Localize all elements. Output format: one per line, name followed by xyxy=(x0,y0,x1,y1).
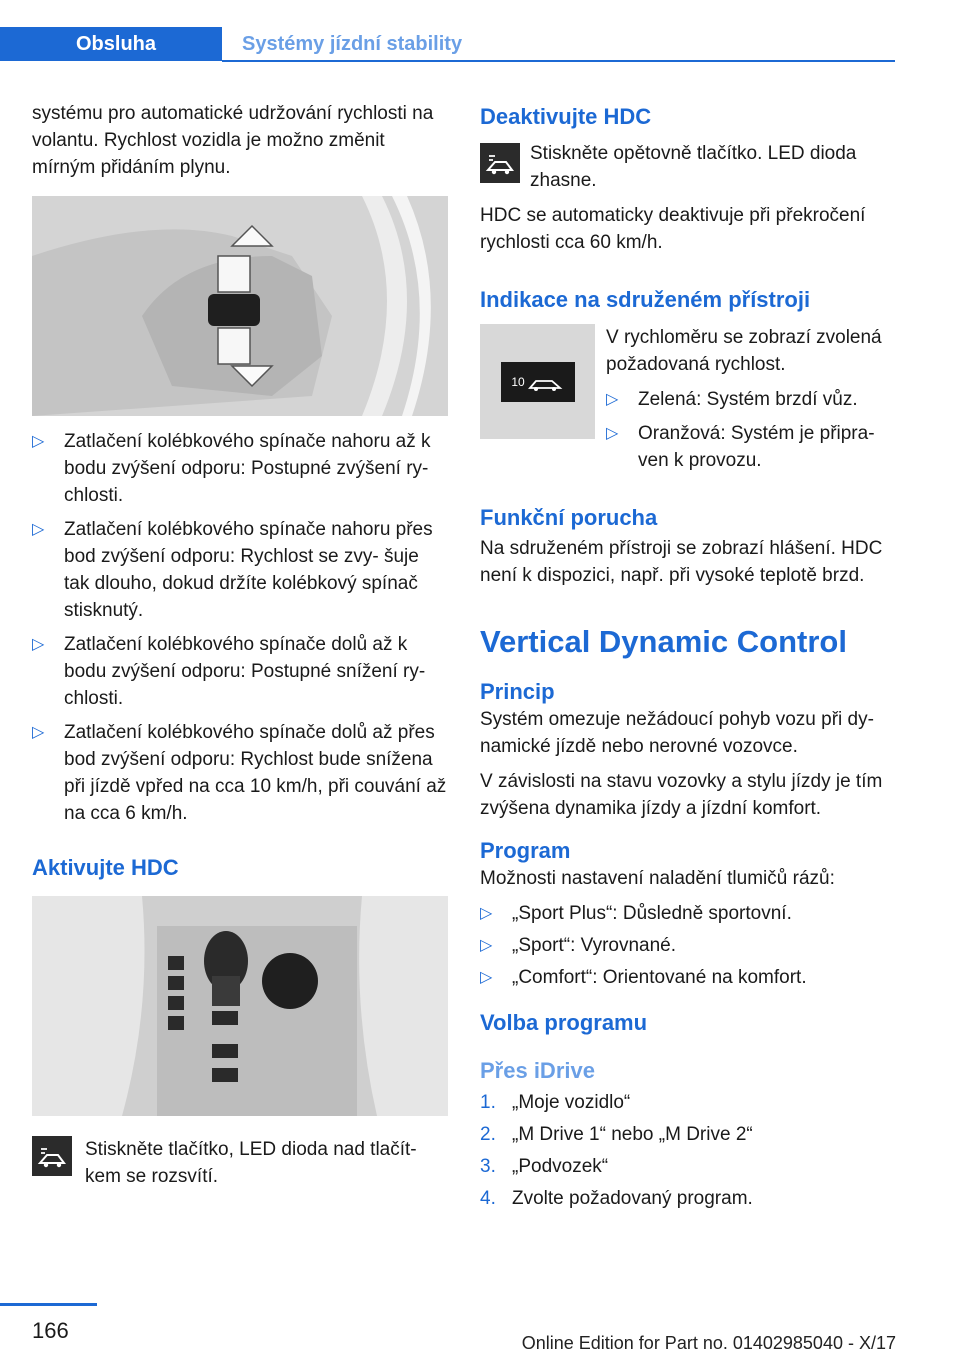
triangle-bullet-icon: ▷ xyxy=(32,636,45,653)
tab-obsluha[interactable]: Obsluha xyxy=(0,27,222,61)
list-item: ▷ Zatlačení kolébkového spínače nahoru přes bod zvýšení odporu: Rychlost se zvy‐ šuje tak dlouho, dokud držíte kolébkový spínač stisknutý. xyxy=(32,516,448,624)
list-item: ▷ Zatlačení kolébkového spínače dolů až k bodu zvýšení odporu: Postupné snížení ry‐ chlosti. xyxy=(32,631,448,712)
footer-accent-line xyxy=(0,1303,97,1306)
deactivate-auto-text: HDC se automaticky deaktivuje při překročení rychlosti cca 60 km/h. xyxy=(480,205,866,253)
list-item: ▷ Zelená: Systém brzdí vůz. xyxy=(606,386,896,413)
list-item: 1. „Moje vozidlo“ xyxy=(480,1092,631,1113)
page-header xyxy=(0,27,895,61)
cluster-display-image xyxy=(480,324,595,439)
rocker-bullet-list xyxy=(32,428,448,827)
principle-text-1: Systém omezuje nežádoucí pohyb vozu při dy‐ namické jízdě nebo nerovné vozovce. xyxy=(480,709,874,757)
center-console-illustration xyxy=(32,896,448,1116)
fault-heading: Funkční porucha xyxy=(480,505,658,530)
hdc-button-icon xyxy=(32,1136,72,1176)
triangle-bullet-icon: ▷ xyxy=(480,969,493,986)
idrive-steps-list xyxy=(480,1089,896,1217)
cluster-bullet-list xyxy=(606,386,896,474)
list-item: ▷ Zatlačení kolébkového spínače nahoru až k bodu zvýšení odporu: Postupné zvýšení ry‐ chlosti. xyxy=(32,428,448,509)
list-item: ▷ „Sport Plus“: Důsledně sportovní. xyxy=(480,900,896,927)
cluster-text-block xyxy=(606,324,896,474)
program-bullet-list xyxy=(480,900,896,991)
page-number: 166 xyxy=(32,1318,69,1343)
activate-hdc-row xyxy=(32,1136,448,1190)
list-item: ▷ Oranžová: Systém je připra‐ ven k provozu. xyxy=(606,420,896,474)
right-column xyxy=(480,103,896,1217)
hdc-button-icon xyxy=(480,143,520,183)
steering-rocker-switch-image xyxy=(32,196,448,416)
deactivate-hdc-heading: Deaktivujte HDC xyxy=(480,104,652,129)
list-item: 2. „M Drive 1“ nebo „M Drive 2“ xyxy=(480,1124,753,1145)
cluster-indication-heading: Indikace na sdruženém přístroji xyxy=(480,287,811,312)
principle-text-2: V závislosti na stavu vozovky a stylu jízdy je tím zvýšena dynamika jízdy a jízdní komfort. xyxy=(480,771,883,819)
cluster-text: V rychloměru se zobrazí zvolená požadovaná rychlost. xyxy=(606,327,882,375)
triangle-bullet-icon: ▷ xyxy=(606,391,619,408)
hdc-indicator-panel xyxy=(501,362,575,402)
cluster-row xyxy=(480,324,896,474)
select-program-heading: Volba programu xyxy=(480,1010,648,1035)
activate-hdc-heading: Aktivujte HDC xyxy=(32,855,179,880)
hdc-car-icon xyxy=(528,372,564,392)
fault-text: Na sdruženém přístroji se zobrazí hlášení. HDC není k dispozici, např. při vysoké teplotě brzd. xyxy=(480,538,883,586)
vdc-heading: Vertical Dynamic Control xyxy=(480,624,847,659)
idrive-heading: Přes iDrive xyxy=(480,1058,595,1083)
edition-footer: Online Edition for Part no. 01402985040 - X/17 xyxy=(521,1333,896,1353)
program-text: Možnosti nastavení naladění tlumičů rázů: xyxy=(480,868,835,889)
list-item: 3. „Podvozek“ xyxy=(480,1156,609,1177)
deactivate-hdc-row xyxy=(480,143,896,194)
center-console-image xyxy=(32,896,448,1116)
intro-paragraph: systému pro automatické udržování rychlosti na volantu. Rychlost vozidla je možno změnit mírným přidáním plynu. xyxy=(32,103,434,178)
program-heading: Program xyxy=(480,838,571,863)
list-item: 4. Zvolte požadovaný program. xyxy=(480,1188,753,1209)
left-column xyxy=(32,100,448,1190)
triangle-bullet-icon: ▷ xyxy=(32,433,45,450)
triangle-bullet-icon: ▷ xyxy=(480,937,493,954)
principle-heading: Princip xyxy=(480,679,555,704)
header-underline xyxy=(222,60,895,62)
list-item: ▷ „Sport“: Vyrovnané. xyxy=(480,932,896,959)
list-item: ▷ Zatlačení kolébkového spínače dolů až přes bod zvýšení odporu: Rychlost bude snížena při jízdě vpřed na cca 10 km/h, při couvání až na cca 6 km/h. xyxy=(32,719,448,827)
rocker-switch-illustration xyxy=(32,196,448,416)
list-item: ▷ „Comfort“: Orientované na komfort. xyxy=(480,964,896,991)
activate-hdc-text: Stiskněte tlačítko, LED dioda nad tlačít‐ kem se rozsvítí. xyxy=(85,1139,417,1187)
tab-stability-systems[interactable]: Systémy jízdní stability xyxy=(242,32,463,55)
triangle-bullet-icon: ▷ xyxy=(480,905,493,922)
triangle-bullet-icon: ▷ xyxy=(606,425,619,442)
set-speed-value: 10 xyxy=(511,374,525,389)
triangle-bullet-icon: ▷ xyxy=(32,521,45,538)
triangle-bullet-icon: ▷ xyxy=(32,724,45,741)
deactivate-hdc-text: Stiskněte opětovně tlačítko. LED dioda zhasne. xyxy=(530,143,857,191)
